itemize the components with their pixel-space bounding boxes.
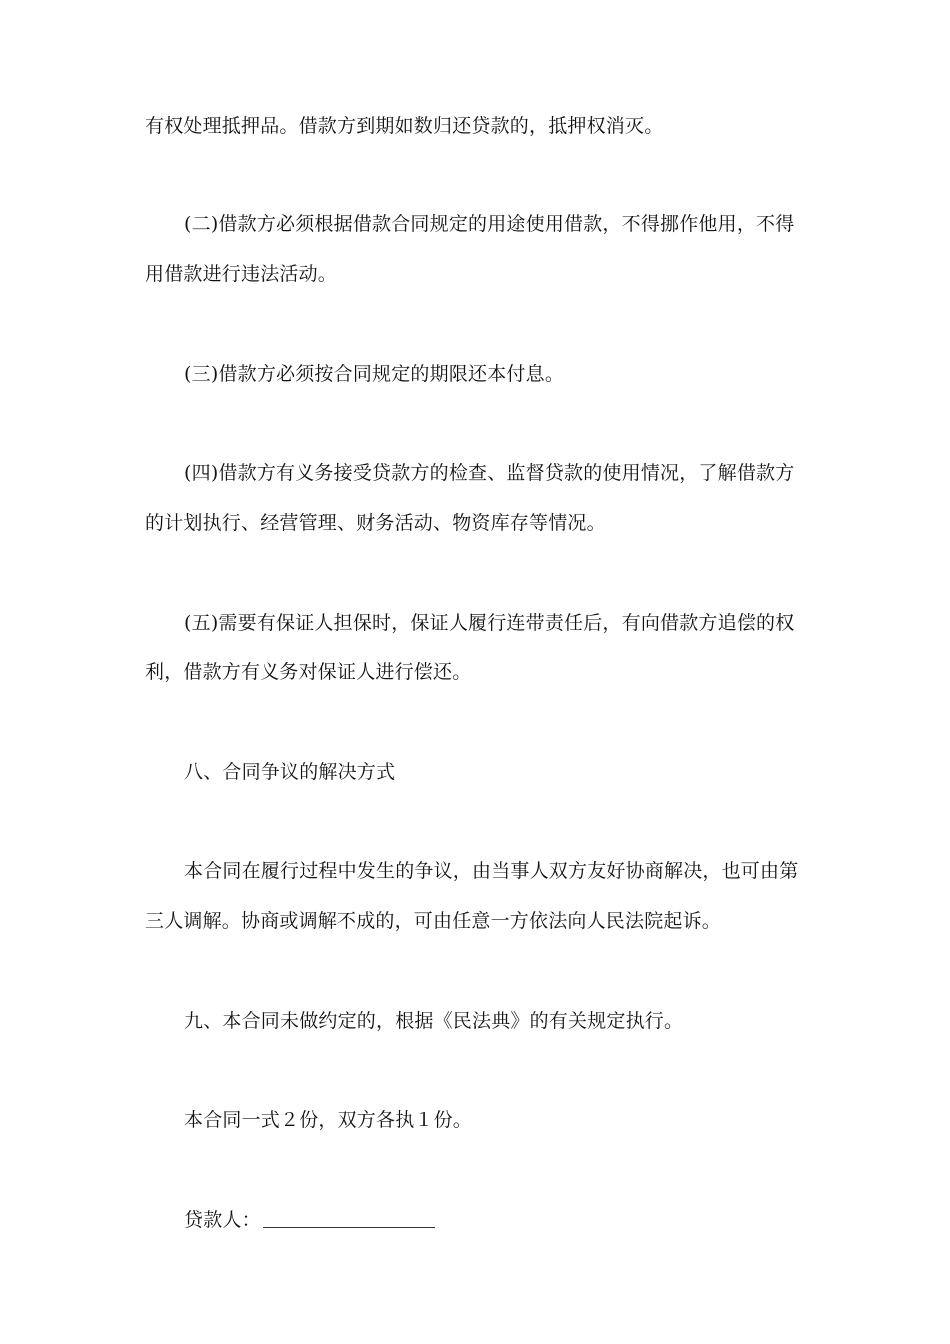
paragraph-line: (五)需要有保证人担保时，保证人履行连带责任后，有向借款方追偿的权 [184, 612, 795, 634]
paragraph-line: 九、本合同未做约定的，根据《民法典》的有关规定执行。 [184, 1010, 684, 1032]
paragraph-line: 本合同一式２份，双方各执１份。 [184, 1109, 473, 1131]
paragraph-line: 的计划执行、经营管理、财务活动、物资库存等情况。 [145, 512, 606, 534]
signature-row [184, 1208, 815, 1232]
paragraph-line: 用借款进行违法活动。 [145, 263, 338, 285]
paragraph-line: 本合同在履行过程中发生的争议，由当事人双方友好协商解决，也可由第 [184, 860, 799, 882]
section-heading: 八、合同争议的解决方式 [184, 761, 396, 783]
paragraph-line: 有权处理抵押品。借款方到期如数归还贷款的，抵押权消灭。 [145, 115, 664, 137]
signature-label: 贷款人： [184, 1209, 261, 1231]
paragraph-line: (三)借款方必须按合同规定的期限还本付息。 [184, 363, 565, 385]
paragraph-line: (四)借款方有义务接受贷款方的检查、监督贷款的使用情况，了解借款方 [184, 462, 795, 484]
paragraph-line: (二)借款方必须根据借款合同规定的用途使用借款，不得挪作他用，不得 [184, 213, 795, 235]
paragraph-line: 三人调解。协商或调解不成的，可由任意一方依法向人民法院起诉。 [145, 910, 722, 932]
paragraph-line: 利，借款方有义务对保证人进行偿还。 [145, 661, 472, 683]
signature-blank[interactable] [263, 1209, 435, 1228]
